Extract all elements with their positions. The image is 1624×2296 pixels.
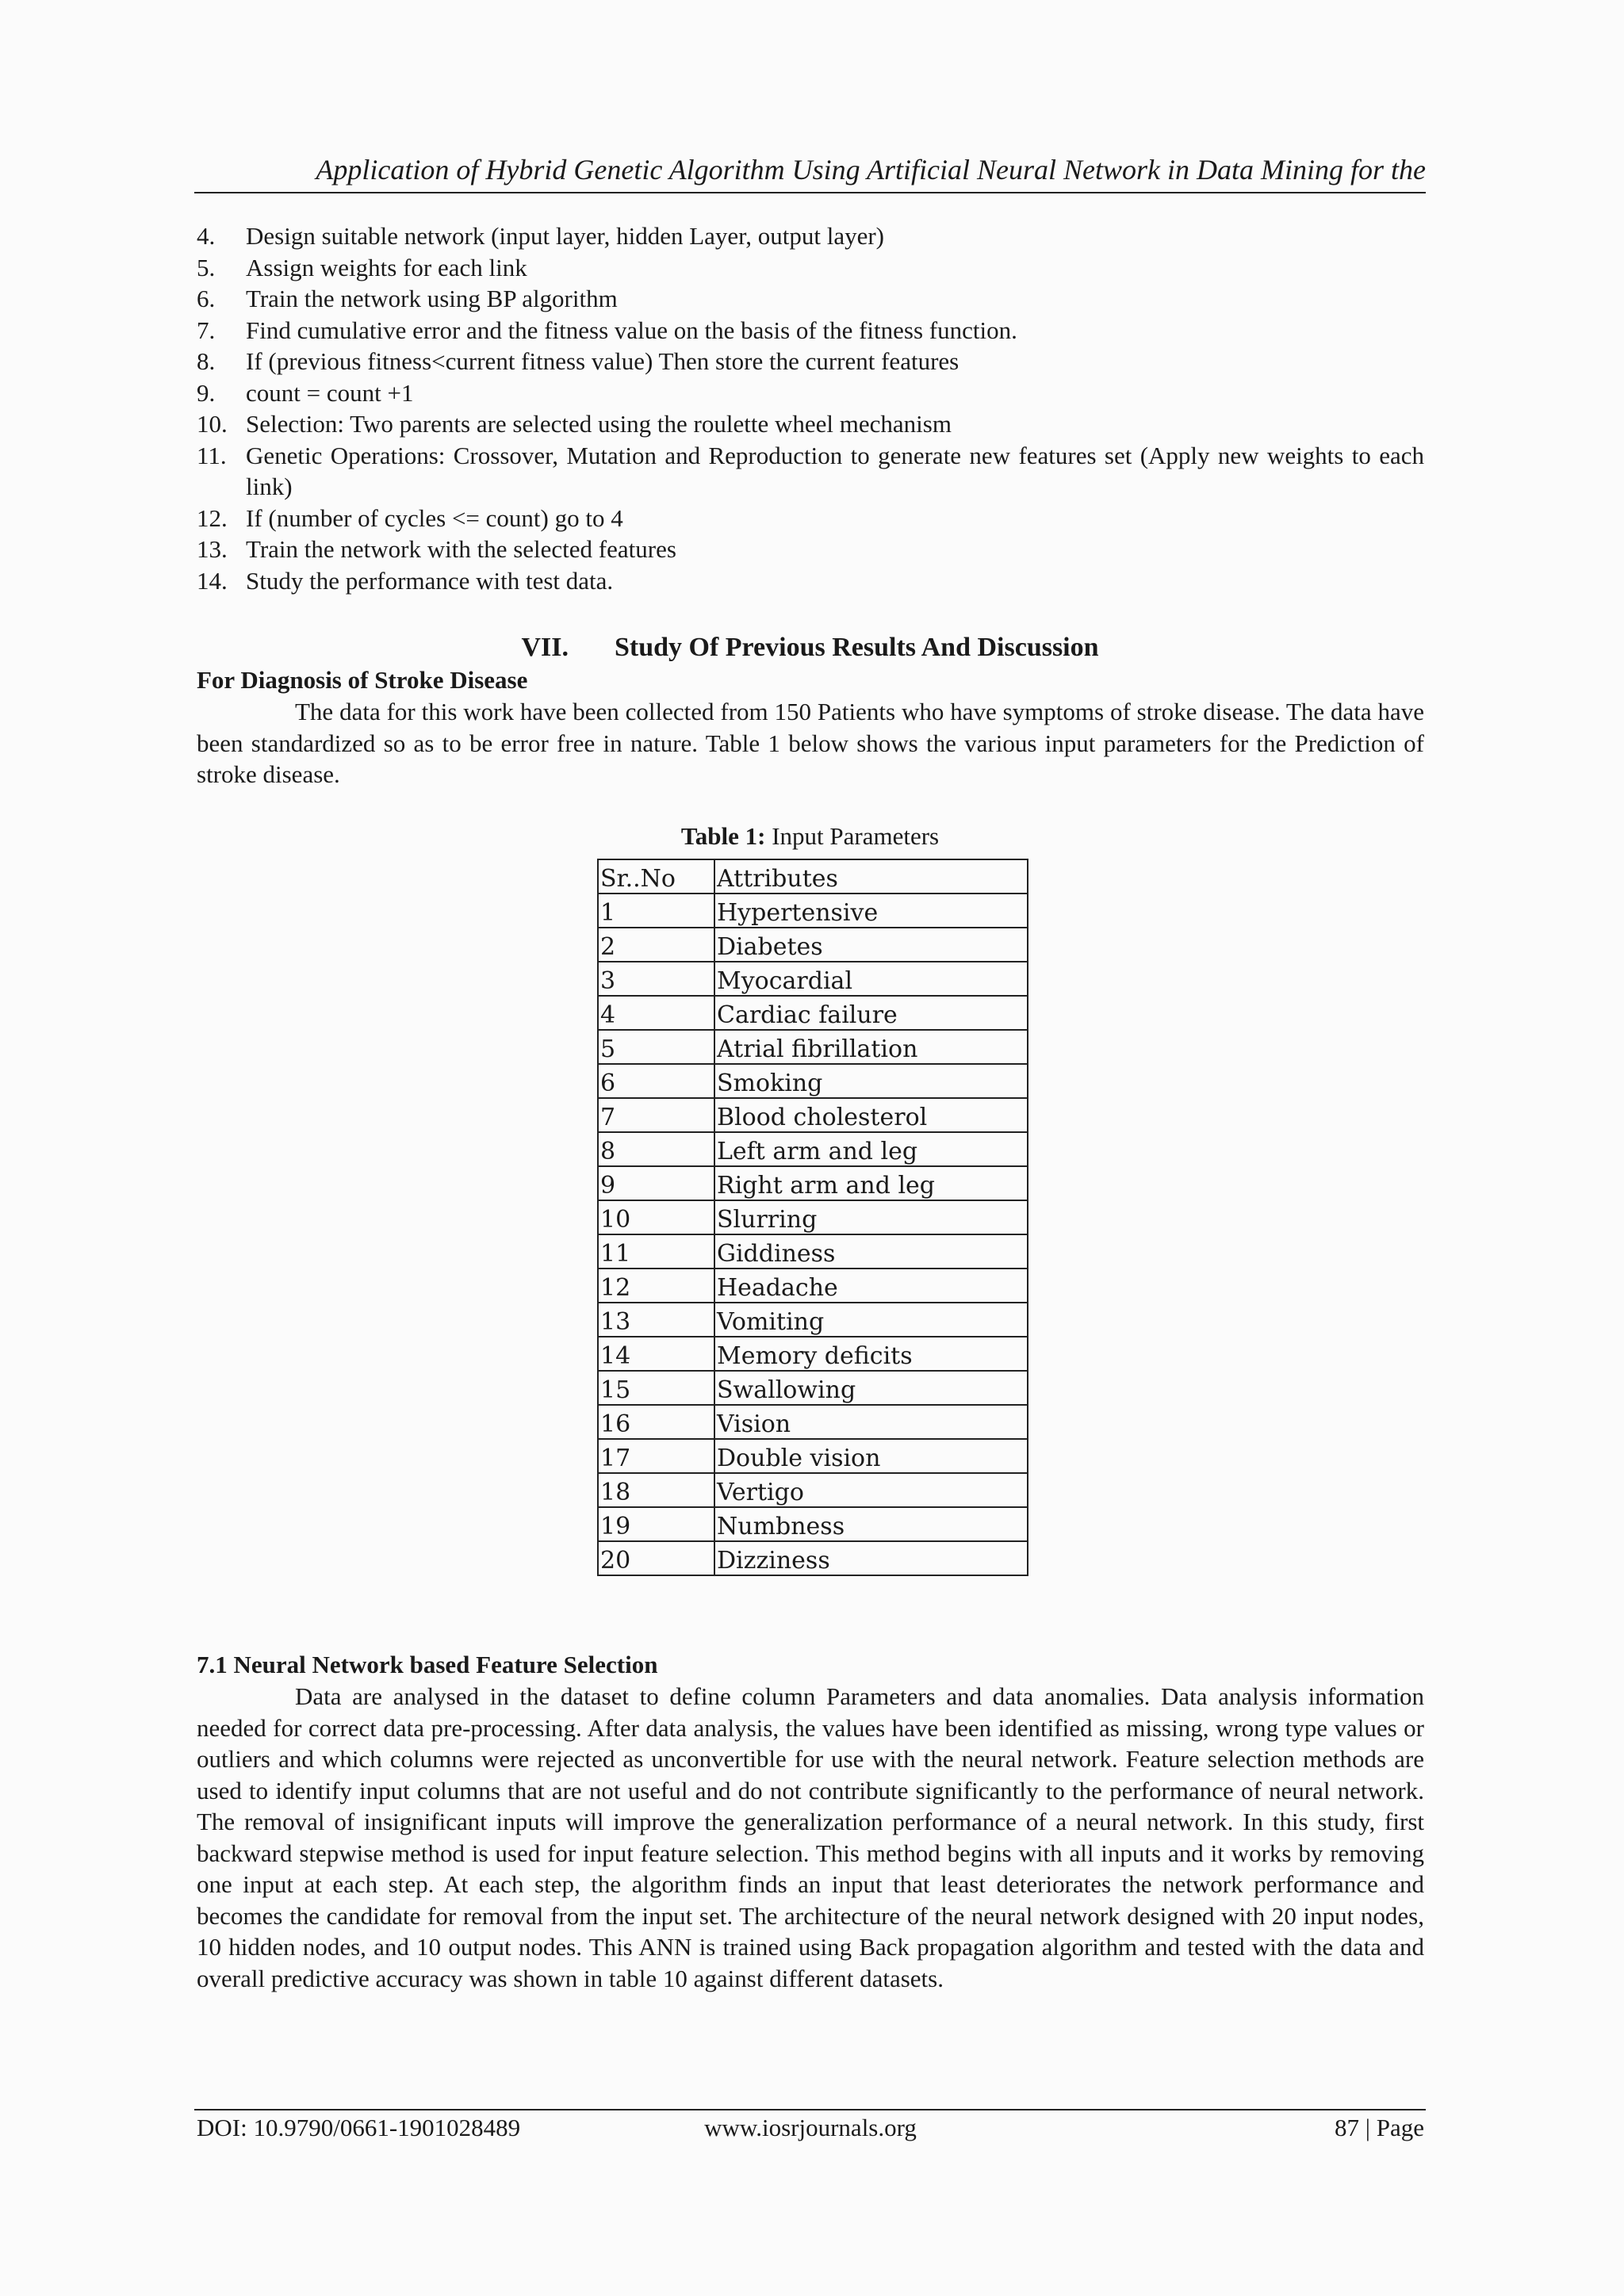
column-header-attributes: Attributes (714, 859, 1028, 894)
footer-website: www.iosrjournals.org (704, 2114, 917, 2141)
table-row (598, 1269, 1028, 1303)
table-row (598, 1132, 1028, 1166)
section-number: VII. (521, 633, 569, 662)
cell-attribute: Smoking (714, 1064, 1028, 1098)
cell-srno: 16 (598, 1405, 714, 1439)
section-heading (194, 630, 1426, 665)
table-caption (194, 821, 1426, 852)
footer-doi: DOI: 10.9790/0661-1901028489 (197, 2114, 521, 2141)
list-item (197, 346, 1424, 377)
list-item (197, 283, 1424, 315)
list-item (197, 252, 1424, 284)
step-number: 10. (197, 410, 228, 438)
table-row (598, 1541, 1028, 1575)
cell-srno: 19 (598, 1507, 714, 1541)
list-item (197, 408, 1424, 440)
list-item (197, 315, 1424, 346)
table-row (598, 1098, 1028, 1132)
cell-srno: 12 (598, 1269, 714, 1303)
step-text: If (number of cycles <= count) go to 4 (246, 503, 623, 532)
cell-attribute: Headache (714, 1269, 1028, 1303)
table-row (598, 996, 1028, 1030)
cell-attribute: Diabetes (714, 928, 1028, 962)
cell-srno: 3 (598, 962, 714, 996)
cell-srno: 11 (598, 1234, 714, 1269)
cell-attribute: Slurring (714, 1200, 1028, 1234)
step-text: Assign weights for each link (246, 253, 527, 281)
cell-srno: 6 (598, 1064, 714, 1098)
cell-attribute: Swallowing (714, 1371, 1028, 1405)
cell-srno: 8 (598, 1132, 714, 1166)
table-row (598, 1405, 1028, 1439)
cell-attribute: Double vision (714, 1439, 1028, 1473)
cell-attribute: Vomiting (714, 1303, 1028, 1337)
step-number: 7. (197, 316, 216, 344)
subheading-stroke-diagnosis: For Diagnosis of Stroke Disease (197, 666, 528, 694)
table-row (598, 1303, 1028, 1337)
cell-srno: 5 (598, 1030, 714, 1064)
step-number: 9. (197, 378, 216, 407)
cell-srno: 13 (598, 1303, 714, 1337)
table-caption-label: Table 1: (680, 822, 766, 850)
table-caption-text: Input Parameters (765, 822, 940, 850)
cell-srno: 7 (598, 1098, 714, 1132)
table-row (598, 1337, 1028, 1371)
header-divider (194, 192, 1426, 193)
table-row (598, 1200, 1028, 1234)
cell-srno: 2 (598, 928, 714, 962)
cell-attribute: Memory deficits (714, 1337, 1028, 1371)
table-row (598, 1030, 1028, 1064)
table-row (598, 1473, 1028, 1507)
step-text: Find cumulative error and the fitness value on the basis of the fitness function. (246, 316, 1017, 344)
cell-srno: 20 (598, 1541, 714, 1575)
cell-attribute: Left arm and leg (714, 1132, 1028, 1166)
cell-attribute: Hypertensive (714, 894, 1028, 928)
algorithm-steps-list (197, 220, 1424, 596)
column-header-srno: Sr..No (598, 859, 714, 894)
list-item (197, 440, 1424, 503)
cell-srno: 15 (598, 1371, 714, 1405)
step-text: Design suitable network (input layer, hidden Layer, output layer) (246, 222, 885, 250)
table-row (598, 1064, 1028, 1098)
cell-attribute: Atrial fibrillation (714, 1030, 1028, 1064)
feature-selection-paragraph: Data are analysed in the dataset to define column Parameters and data anomalies. Data analysis information needed for correct data pre-processing. After data analysis, the values have been identified as missing, wrong type values or outliers and which columns were rejected as unconvertible for use with the neural network. Feature selection methods are used to identify input columns that are not useful and do not contribute significantly to the performance of neural network. The removal of insignificant inputs will improve the generalization performance of a neural network. In this study, first backward stepwise method is used for input feature selection. This method begins with all inputs and it works by removing one input at each step. At each step, the algorithm finds an input that least deteriorates the network performance and becomes the candidate for removal from the input set. The architecture of the neural network designed with 20 input nodes, 10 hidden nodes, and 10 output nodes. This ANN is trained using Back propagation algorithm and tested with the data and overall predictive accuracy was shown in table 10 against different datasets. (197, 1682, 1424, 1992)
cell-attribute: Cardiac failure (714, 996, 1028, 1030)
step-number: 13. (197, 535, 228, 563)
cell-srno: 4 (598, 996, 714, 1030)
cell-attribute: Dizziness (714, 1541, 1028, 1575)
step-number: 11. (197, 441, 227, 469)
cell-srno: 18 (598, 1473, 714, 1507)
intro-paragraph: The data for this work have been collected from 150 Patients who have symptoms of stroke disease. The data have been standardized so as to be error free in nature. Table 1 below shows the various input parameters for the Prediction of stroke disease. (197, 698, 1424, 788)
section-title: Study Of Previous Results And Discussion (614, 633, 1099, 662)
step-text: Genetic Operations: Crossover, Mutation and Reproduction to generate new features set (Apply new weights to each link) (246, 441, 1424, 500)
list-item (197, 503, 1424, 534)
cell-attribute: Right arm and leg (714, 1166, 1028, 1200)
table-row (598, 962, 1028, 996)
cell-srno: 10 (598, 1200, 714, 1234)
cell-attribute: Vision (714, 1405, 1028, 1439)
cell-attribute: Giddiness (714, 1234, 1028, 1269)
step-number: 5. (197, 253, 216, 281)
table-row (598, 1234, 1028, 1269)
cell-srno: 17 (598, 1439, 714, 1473)
step-text: Train the network with the selected features (246, 535, 676, 563)
cell-attribute: Vertigo (714, 1473, 1028, 1507)
table-row (598, 1507, 1028, 1541)
subsection-title: 7.1 Neural Network based Feature Selection (197, 1651, 658, 1678)
input-parameters-table (597, 859, 1028, 1576)
step-text: Train the network using BP algorithm (246, 285, 618, 312)
running-header: Application of Hybrid Genetic Algorithm Using Artificial Neural Network in Data Mining for the (316, 154, 1426, 186)
footer-page-number: 87 | Page (1335, 2114, 1424, 2141)
step-number: 4. (197, 222, 216, 250)
table-header-row (598, 859, 1028, 894)
table-row (598, 1439, 1028, 1473)
step-number: 12. (197, 503, 228, 532)
list-item (197, 534, 1424, 565)
footer-divider (194, 2109, 1426, 2110)
cell-srno: 1 (598, 894, 714, 928)
step-text: Selection: Two parents are selected using the roulette wheel mechanism (246, 410, 952, 438)
cell-attribute: Myocardial (714, 962, 1028, 996)
step-text: Study the performance with test data. (246, 566, 614, 595)
cell-attribute: Numbness (714, 1507, 1028, 1541)
step-number: 14. (197, 566, 228, 595)
table-row (598, 1371, 1028, 1405)
cell-attribute: Blood cholesterol (714, 1098, 1028, 1132)
list-item (197, 565, 1424, 597)
table-row (598, 1166, 1028, 1200)
list-item (197, 377, 1424, 409)
cell-srno: 14 (598, 1337, 714, 1371)
table-row (598, 894, 1028, 928)
step-text: count = count +1 (246, 378, 414, 407)
step-number: 6. (197, 285, 216, 312)
step-text: If (previous fitness<current fitness value) Then store the current features (246, 347, 959, 375)
table-row (598, 928, 1028, 962)
table-body (598, 894, 1028, 1575)
cell-srno: 9 (598, 1166, 714, 1200)
step-number: 8. (197, 347, 216, 375)
list-item (197, 220, 1424, 252)
